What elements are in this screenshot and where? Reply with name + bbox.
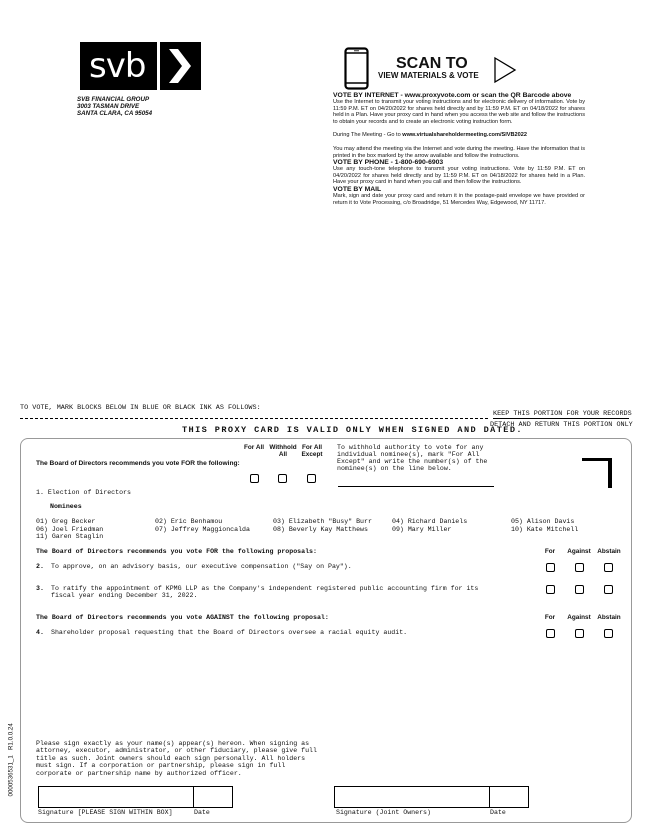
col-for-all: For All [244, 444, 264, 451]
withhold-all-checkbox[interactable] [278, 474, 287, 483]
ink-instruction: TO VOTE, MARK BLOCKS BELOW IN BLUE OR BLACK INK AS FOLLOWS: [20, 404, 261, 412]
nominee: 06) Joel Friedman [36, 525, 104, 533]
address-line: SVB FINANCIAL GROUP [77, 96, 150, 103]
joint-signature-box[interactable] [334, 786, 490, 808]
play-arrow-icon [493, 56, 517, 84]
nominee-number-line[interactable] [338, 486, 494, 487]
mail-text: Mark, sign and date your proxy card and return it in the postage-paid envelope we have provided or return it to Vote Processing, c/o Broadridge, 51 Mercedes Way, Edgewood, NY 11717. [333, 192, 585, 206]
side-document-code: 0000536531_1 R1.0.0.24 [7, 723, 15, 797]
col-against: Against [567, 614, 591, 621]
voting-instructions [333, 92, 585, 206]
signature-box[interactable] [38, 786, 194, 808]
meeting-line [333, 132, 585, 139]
proposal-3-for-checkbox[interactable] [546, 585, 555, 594]
internet-text: Use the Internet to transmit your voting instructions and for electronic delivery of information. Vote by 11:59 P.M. ET on 04/20/2022 for shares held directly and by 11:59 P.M. ET on 04/18/2022 for shares held in a Plan. Have your proxy card in hand when you access the web site and follow the instructions to obtain your records and to create an electronic voting instruction form. [333, 99, 585, 125]
proposal-3-abstain-checkbox[interactable] [604, 585, 613, 594]
for-all-except-checkbox[interactable] [307, 474, 316, 483]
col-for: For [544, 614, 556, 621]
proposal-2-text: To approve, on an advisory basis, our executive compensation ("Say on Pay"). [51, 563, 352, 570]
nominee: 01) Greg Becker [36, 518, 96, 525]
internet-header: VOTE BY INTERNET - www.proxyvote.com or scan the QR Barcode above [333, 92, 572, 99]
nominee: 11) Garen Staglin [36, 533, 104, 541]
col-for: For [544, 548, 556, 555]
company-address [77, 97, 152, 117]
item-1-election: 1. Election of Directors [36, 489, 131, 496]
recommend-for-proposals-heading: The Board of Directors recommends you vote FOR the following proposals: [36, 548, 317, 555]
proposal-2-for-checkbox[interactable] [546, 563, 555, 572]
detach-portion-label: DETACH AND RETURN THIS PORTION ONLY [490, 421, 633, 429]
nominee-column [273, 518, 372, 533]
address-line: SANTA CLARA, CA 95054 [77, 109, 153, 117]
phone-text: Use any touch-tone telephone to transmit your voting instructions. Vote by 11:59 P.M. ET on 04/20/2022 for shares held directly and by 11:59 P.M. ET on 04/18/2022 for shares held in a Plan. Have your proxy card in hand when you call and then follow the instructions. [333, 166, 585, 186]
for-all-checkbox[interactable] [250, 474, 259, 483]
proposal-3-text: To ratify the appointment of KPMG LLP as the Company's independent registered public accounting firm for its fiscal year ending December 31, 2022. [51, 585, 479, 600]
proposal-2-number: 2. [36, 563, 44, 570]
chevron-right-icon [166, 49, 192, 83]
company-logo [80, 42, 201, 90]
col-abstain: Abstain [597, 548, 621, 555]
joint-signature-label: Signature (Joint Owners) [336, 809, 431, 816]
nominee-column [392, 518, 467, 533]
joint-date-box[interactable] [488, 786, 529, 808]
nominee: 02) Eric Benhamou [155, 518, 223, 525]
scan-subtitle: VIEW MATERIALS & VOTE [378, 71, 479, 80]
proposal-4-abstain-checkbox[interactable] [604, 629, 613, 638]
proposal-4-against-checkbox[interactable] [575, 629, 584, 638]
nominee: 07) Jeffrey Maggioncalda [155, 525, 250, 533]
meeting-text: You may attend the meeting via the Internet and vote during the meeting. Have the information that is printed in the box marked by the arrow available and follow the instructions. [333, 145, 585, 159]
nominee: 08) Beverly Kay Matthews [273, 525, 368, 533]
mail-header: VOTE BY MAIL [333, 185, 382, 193]
col-against: Against [567, 548, 591, 555]
signing-instructions: Please sign exactly as your name(s) appear(s) hereon. When signing as attorney, executor, administrator, or other fiduciary, please give full title as such. Joint owners should each sign personally. All holders must sign. If a corporation or partnership, please sign in full corporate or partnership name by authorized officer. [36, 740, 317, 777]
nominee-column [36, 518, 103, 541]
date-label: Date [194, 809, 210, 816]
recommend-for-heading: The Board of Directors recommends you vote FOR the following: [36, 460, 240, 467]
col-for-all-except: For All Except [301, 444, 323, 458]
nominee: 09) Mary Miller [392, 525, 452, 533]
col-withhold-all: Withhold All [269, 444, 297, 458]
keep-portion-label: KEEP THIS PORTION FOR YOUR RECORDS [493, 410, 632, 418]
nominee: 05) Alison Davis [511, 518, 575, 525]
proposal-3-against-checkbox[interactable] [575, 585, 584, 594]
nominees-label: Nominees [50, 503, 82, 510]
meeting-prefix: During The Meeting - Go to [333, 132, 403, 139]
nominee-column [511, 518, 578, 533]
recommend-against-heading: The Board of Directors recommends you vote AGAINST the following proposal: [36, 614, 329, 621]
nominee: 03) Elizabeth "Busy" Burr [273, 518, 372, 525]
proposal-2-against-checkbox[interactable] [575, 563, 584, 572]
meeting-url: www.virtualshareholdermeeting.com/SIVB2022 [402, 132, 527, 139]
proposal-4-for-checkbox[interactable] [546, 629, 555, 638]
proposal-2-abstain-checkbox[interactable] [604, 563, 613, 572]
proposal-3-number: 3. [36, 585, 44, 592]
col-abstain: Abstain [597, 614, 621, 621]
nominee-column [155, 518, 250, 533]
scan-title: SCAN TO [396, 55, 468, 72]
signature-label: Signature [PLEASE SIGN WITHIN BOX] [38, 809, 173, 816]
keep-underline [493, 418, 629, 419]
date-box[interactable] [192, 786, 233, 808]
address-line: 3003 TASMAN DRIVE [77, 102, 140, 110]
proposal-4-number: 4. [36, 629, 44, 636]
detach-dashed-line [20, 418, 488, 419]
corner-mark-vertical [608, 458, 612, 488]
logo-divider [157, 42, 160, 90]
joint-date-label: Date [490, 809, 506, 816]
valid-notice: THIS PROXY CARD IS VALID ONLY WHEN SIGNED AND DATED. [182, 425, 523, 435]
withhold-instructions: To withhold authority to vote for any individual nominee(s), mark "For All Except" and write the number(s) of the nominee(s) on the line below. [337, 444, 488, 472]
phone-header: VOTE BY PHONE - 1-800-690-6903 [333, 159, 444, 167]
nominee: 04) Richard Daniels [392, 518, 468, 525]
proposal-4-text: Shareholder proposal requesting that the Board of Directors oversee a racial equity audit. [51, 629, 408, 636]
nominee: 10) Kate Mitchell [511, 525, 579, 533]
corner-mark-horizontal [582, 458, 612, 461]
phone-icon [344, 47, 369, 90]
logo-text: svb [89, 46, 146, 86]
